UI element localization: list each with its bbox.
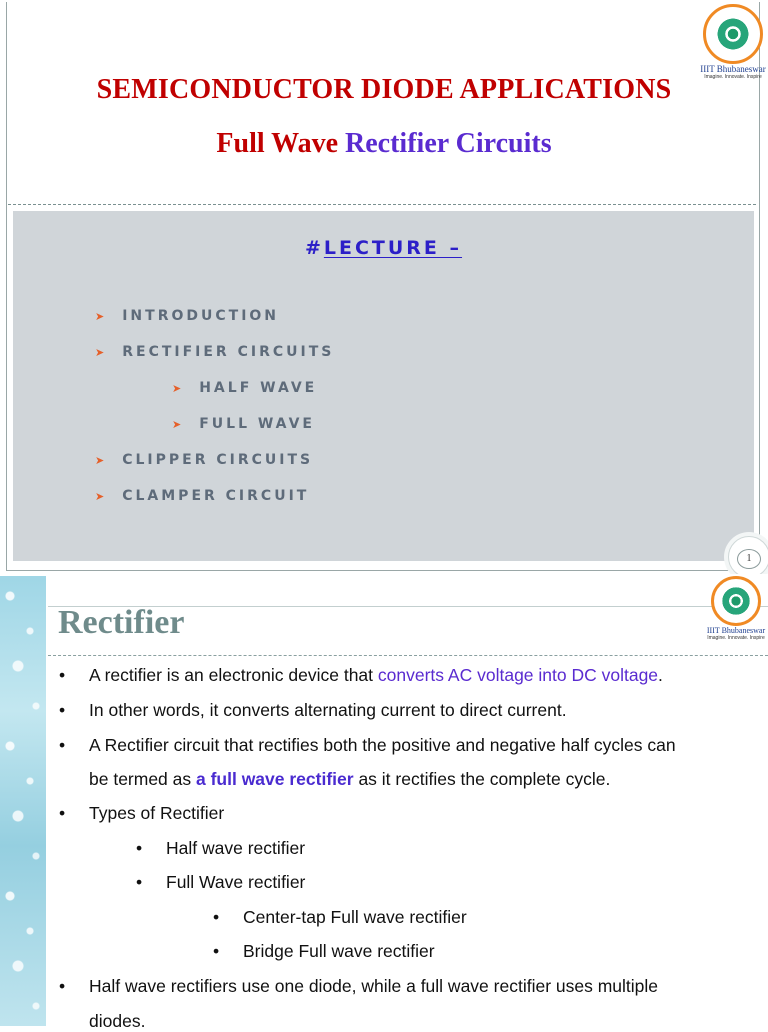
arrow-bullet-icon: ➤ [95, 346, 105, 359]
page-number-badge: 1 [728, 536, 768, 578]
bullet-dot-icon: • [213, 941, 220, 961]
bullet-dot-icon: • [59, 665, 66, 685]
logo-tagline: Imagine. Innovate. Inspire [707, 635, 765, 641]
agenda-panel [13, 211, 754, 561]
bullet-dot-icon: • [136, 838, 143, 858]
logo-tagline: Imagine. Innovate. Inspire [704, 74, 762, 80]
bullet-dot-icon: • [59, 976, 66, 996]
agenda-item-clipper-circuits: ➤ CLIPPER CIRCUITS [95, 452, 314, 468]
arrow-bullet-icon: ➤ [172, 418, 182, 431]
bullet-1: • A rectifier is an electronic device that converts AC voltage into DC voltage. [59, 665, 663, 685]
bullet-dot-icon: • [136, 872, 143, 892]
subtitle-part-2: Rectifier Circuits [345, 128, 552, 159]
slide-subtitle [0, 128, 768, 160]
section-title: Rectifier [58, 604, 185, 641]
logo-caption: IIIT Bhubaneswar [700, 64, 766, 74]
bullet-5-continued: diodes. [89, 1011, 146, 1031]
agenda-item-introduction: ➤ INTRODUCTION [95, 308, 280, 324]
bullet-5: • Half wave rectifiers use one diode, while a full wave rectifier uses multiple [59, 976, 659, 996]
agenda-item-rectifier-circuits: ➤ RECTIFIER CIRCUITS [95, 344, 335, 360]
arrow-bullet-icon: ➤ [95, 310, 105, 323]
arrow-bullet-icon: ➤ [95, 490, 105, 503]
sub-sub-bullet-bridge: • Bridge Full wave rectifier [213, 941, 435, 961]
subtitle-part-1: Full Wave [216, 128, 339, 159]
divider [8, 204, 756, 205]
arrow-bullet-icon: ➤ [172, 382, 182, 395]
sub-sub-bullet-center-tap: • Center-tap Full wave rectifier [213, 907, 467, 927]
bullet-dot-icon: • [59, 700, 66, 720]
iiit-logo [700, 4, 766, 80]
sub-bullet-half-wave: • Half wave rectifier [136, 838, 306, 858]
agenda-item-clamper-circuit: ➤ CLAMPER CIRCUIT [95, 488, 310, 504]
bullet-dot-icon: • [213, 907, 220, 927]
bullet-3-continued: be termed as a full wave rectifier as it rectifies the complete cycle. [89, 769, 611, 789]
bullet-dot-icon: • [59, 803, 66, 823]
divider [48, 655, 768, 656]
lecture-heading: #LECTURE – [304, 237, 463, 259]
water-drops-decoration [0, 576, 46, 1026]
bullet-dot-icon: • [59, 735, 66, 755]
bullet-4: • Types of Rectifier [59, 803, 225, 823]
bullet-3: • A Rectifier circuit that rectifies both the positive and negative half cycles can [59, 735, 676, 755]
arrow-bullet-icon: ➤ [95, 454, 105, 467]
logo-emblem-icon [703, 4, 763, 64]
agenda-item-full-wave: ➤ FULL WAVE [172, 416, 315, 432]
iiit-logo-small [704, 576, 768, 641]
sub-bullet-full-wave: • Full Wave rectifier [136, 872, 306, 892]
logo-caption: IIIT Bhubaneswar [706, 626, 766, 635]
logo-emblem-icon [711, 576, 761, 626]
agenda-item-half-wave: ➤ HALF WAVE [172, 380, 318, 396]
slide-2 [0, 574, 768, 1031]
slide-title: SEMICONDUCTOR DIODE APPLICATIONS [96, 74, 672, 105]
bullet-2: • In other words, it converts alternating current to direct current. [59, 700, 567, 720]
